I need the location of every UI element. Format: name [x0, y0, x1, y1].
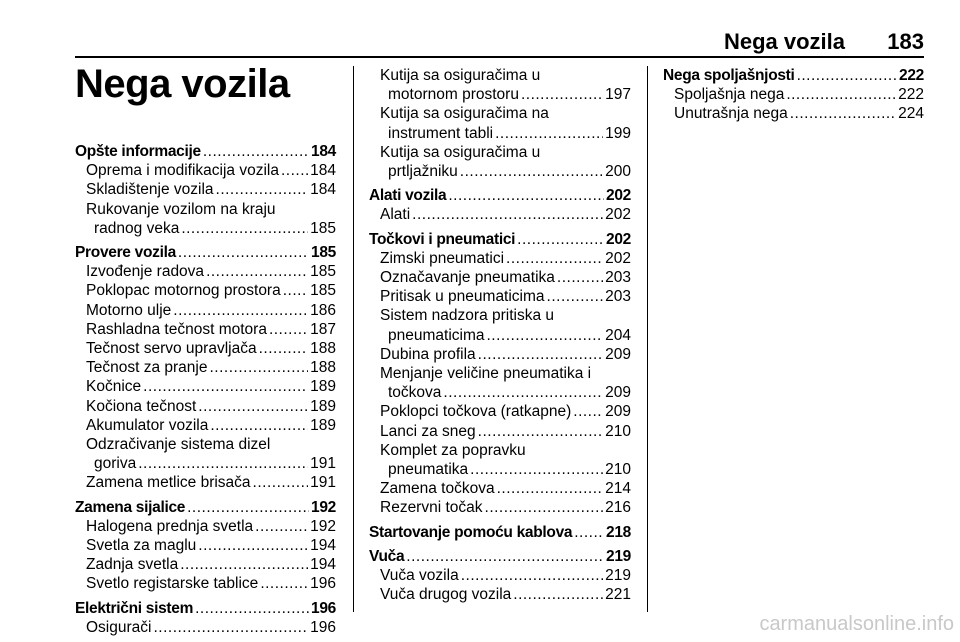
dot-leader [198, 397, 308, 416]
toc-entry-line[interactable] [369, 143, 631, 162]
toc-page-number: 221 [605, 586, 631, 604]
toc-page-number: 186 [310, 301, 336, 319]
dot-leader [216, 180, 309, 199]
dot-leader [178, 243, 309, 262]
toc-entry-text: Kutija sa osiguračima u [380, 143, 541, 161]
toc-section[interactable] [369, 547, 631, 566]
toc-entry-text: Zamena točkova [380, 480, 495, 498]
toc-entry[interactable] [369, 585, 631, 604]
dot-leader [460, 162, 603, 181]
toc-section[interactable] [369, 523, 631, 542]
toc-page-number: 191 [310, 474, 336, 492]
dot-leader [497, 479, 604, 498]
toc-entry[interactable] [75, 454, 336, 473]
column-divider [353, 66, 354, 612]
dot-leader [203, 142, 309, 161]
toc-page-number: 203 [605, 269, 631, 287]
toc-page-number: 204 [605, 326, 631, 344]
toc-entry[interactable] [75, 517, 336, 536]
toc-entry-text: Zamena metlice brisača [86, 474, 251, 492]
toc-entry-text: Poklopci točkova (ratkapne) [380, 403, 572, 421]
dot-leader [180, 555, 308, 574]
toc-entry[interactable] [75, 339, 336, 358]
toc-entry-text: Sistem nadzora pritiska u [380, 307, 555, 325]
toc-page-number: 196 [311, 599, 336, 617]
toc-entry[interactable] [75, 574, 336, 593]
toc-entry-text: Svetla za maglu [86, 537, 197, 555]
toc-page-number: 188 [310, 359, 336, 377]
dot-leader [187, 498, 309, 517]
toc-page-number: 218 [606, 523, 631, 541]
toc-section-title: Alati vozila [369, 187, 447, 205]
toc-entry-text: Odzračivanje sistema dizel [86, 436, 271, 454]
toc-page-number: 184 [310, 181, 336, 199]
toc-entry[interactable] [75, 281, 336, 300]
toc-entry-text: Akumulator vozila [86, 416, 209, 434]
toc-entry[interactable] [369, 345, 631, 364]
toc-entry[interactable] [369, 422, 631, 441]
toc-entry[interactable] [663, 104, 924, 123]
toc-entry-text: Vuča drugog vozila [380, 586, 512, 604]
toc-entry-text: Kočiona tečnost [86, 397, 197, 415]
toc-entry-text: Zimski pneumatici [380, 249, 505, 267]
toc-column-2 [369, 66, 631, 604]
toc-entry-text: Oprema i modifikacija vozila [86, 162, 279, 180]
toc-section[interactable] [75, 599, 336, 618]
dot-leader [412, 205, 603, 224]
toc-page-number: 209 [605, 384, 631, 402]
toc-entry-text: Dubina profila [380, 345, 476, 363]
toc-column-3 [663, 66, 924, 124]
dot-leader [255, 517, 308, 536]
toc-entry-text: Rukovanje vozilom na kraju [86, 200, 276, 218]
dot-leader [198, 536, 308, 555]
dot-leader [173, 301, 308, 320]
dot-leader [573, 402, 603, 421]
dot-leader [557, 268, 603, 287]
dot-leader [283, 281, 308, 300]
toc-entry[interactable] [75, 301, 336, 320]
toc-page-number: 209 [605, 403, 631, 421]
toc-entry-text: Kutija sa osiguračima u [380, 67, 541, 84]
toc-entry-text: Kutija sa osiguračima na [380, 105, 549, 123]
dot-leader [195, 599, 309, 618]
column-divider [647, 66, 648, 612]
toc-entry-text: Alati [380, 206, 411, 224]
dot-leader [153, 618, 308, 637]
chapter-title: Nega vozila [75, 62, 290, 106]
toc-entry-text: Svetlo registarske tablice [86, 575, 259, 593]
toc-section-title: Provere vozila [75, 244, 176, 262]
dot-leader [487, 326, 604, 345]
toc-section[interactable] [369, 186, 631, 205]
toc-entry-line[interactable] [369, 364, 631, 383]
toc-page-number: 194 [310, 556, 336, 574]
toc-entry-text: pneumaticima [388, 326, 485, 344]
toc-entry[interactable] [75, 536, 336, 555]
toc-entry[interactable] [75, 555, 336, 574]
toc-page-number: 210 [605, 422, 631, 440]
toc-section-title: Točkovi i pneumatici [369, 230, 516, 248]
toc-section-title: Zamena sijalice [75, 498, 186, 516]
dot-leader [143, 377, 308, 396]
dot-leader [406, 547, 604, 566]
dot-leader [513, 585, 603, 604]
running-header-title: Nega vozila [723, 29, 845, 54]
toc-entry-line[interactable] [369, 306, 631, 325]
toc-page-number: 202 [606, 187, 631, 205]
toc-entry[interactable] [369, 498, 631, 517]
toc-entry-text: prtljažniku [388, 163, 458, 181]
toc-page-number: 210 [605, 461, 631, 479]
toc-page-number: 184 [311, 143, 336, 160]
toc-entry[interactable] [369, 566, 631, 585]
toc-page-number: 187 [310, 320, 336, 338]
dot-leader [138, 454, 308, 473]
toc-entry-text: Pritisak u pneumaticima [380, 288, 545, 306]
toc-entry[interactable] [75, 473, 336, 492]
toc-entry-text: Vuča vozila [380, 567, 459, 585]
dot-leader [461, 566, 603, 585]
toc-page-number: 222 [899, 67, 924, 84]
toc-page-number: 194 [310, 537, 336, 555]
toc-page-number: 189 [310, 416, 336, 434]
toc-entry[interactable] [369, 402, 631, 421]
toc-page-number: 192 [311, 498, 336, 516]
toc-entry[interactable] [75, 180, 336, 199]
toc-page-number: 199 [605, 124, 631, 142]
toc-entry-text: radnog veka [94, 219, 180, 237]
dot-leader [521, 85, 603, 104]
toc-entry-text: Tečnost servo upravljača [86, 340, 257, 358]
toc-entry-text: Označavanje pneumatika [380, 269, 555, 287]
toc-entry-text: Skladištenje vozila [86, 181, 214, 199]
toc-page-number: 196 [310, 575, 336, 593]
toc-page-number: 202 [606, 230, 631, 248]
toc-entry[interactable] [369, 479, 631, 498]
toc-entry[interactable] [369, 205, 631, 224]
dot-leader [210, 416, 308, 435]
dot-leader [478, 345, 603, 364]
toc-section[interactable] [369, 230, 631, 249]
toc-entry-text: Halogena prednja svetla [86, 517, 254, 535]
toc-section[interactable] [75, 243, 336, 262]
toc-entry-text: točkova [388, 384, 442, 402]
toc-section[interactable] [663, 66, 924, 85]
toc-entry[interactable] [369, 268, 631, 287]
toc-entry-text: instrument tabli [388, 124, 494, 142]
toc-section-title: Električni sistem [75, 599, 194, 617]
page-number: 183 [887, 29, 924, 54]
toc-page-number: 224 [898, 105, 924, 123]
toc-page-number: 216 [605, 499, 631, 517]
toc-section-title: Vuča [369, 547, 405, 565]
toc-page-number: 185 [310, 282, 336, 300]
toc-entry[interactable] [369, 124, 631, 143]
dot-leader [506, 249, 603, 268]
toc-entry-text: Kočnice [86, 378, 142, 396]
toc-page-number: 219 [605, 567, 631, 585]
toc-entry[interactable] [75, 397, 336, 416]
toc-entry[interactable] [75, 161, 336, 180]
toc-entry-line[interactable] [369, 104, 631, 123]
dot-leader [786, 85, 896, 104]
toc-entry[interactable] [369, 326, 631, 345]
toc-page-number: 184 [310, 162, 336, 180]
toc-entry-line[interactable] [369, 441, 631, 460]
watermark: carmanualsonline.info [759, 613, 954, 635]
dot-leader [210, 358, 309, 377]
toc-entry-text: Osigurači [86, 618, 152, 636]
toc-entry-line[interactable] [369, 66, 631, 85]
toc-entry-text: Poklopac motornog prostora [86, 282, 281, 300]
toc-entry[interactable] [75, 618, 336, 637]
toc-page-number: 200 [605, 163, 631, 181]
dot-leader [443, 383, 603, 402]
toc-page-number: 196 [310, 618, 336, 636]
toc-entry[interactable] [369, 85, 631, 104]
toc-page-number: 209 [605, 345, 631, 363]
toc-page-number: 214 [605, 480, 631, 498]
dot-leader [790, 104, 896, 123]
toc-entry-text: Lanci za sneg [380, 422, 476, 440]
toc-entry-text: Unutrašnja nega [674, 105, 788, 123]
dot-leader [181, 219, 308, 238]
toc-entry-text: Tečnost za pranje [86, 359, 208, 377]
dot-leader [448, 186, 604, 205]
dot-leader [253, 473, 309, 492]
toc-entry[interactable] [75, 262, 336, 281]
toc-entry-text: Spoljašnja nega [674, 86, 785, 104]
toc-entry-text: Rezervni točak [380, 499, 483, 517]
toc-entry-text: Motorno ulje [86, 301, 172, 319]
toc-entry[interactable] [75, 358, 336, 377]
toc-entry[interactable] [369, 460, 631, 479]
toc-page-number: 185 [311, 244, 336, 262]
toc-entry[interactable] [369, 287, 631, 306]
toc-entry[interactable] [369, 249, 631, 268]
toc-entry-text: goriva [94, 455, 137, 473]
toc-page-number: 188 [310, 340, 336, 358]
header-rule [75, 56, 924, 58]
toc-page-number: 189 [310, 397, 336, 415]
toc-page-number: 192 [310, 517, 336, 535]
toc-entry-text: pneumatika [388, 461, 469, 479]
toc-entry-text: Komplet za popravku [380, 441, 526, 459]
toc-entry-text: Menjanje veličine pneumatika i [380, 365, 592, 383]
toc-page-number: 185 [310, 263, 336, 281]
dot-leader [517, 230, 604, 249]
toc-page-number: 185 [310, 219, 336, 237]
toc-entry-line[interactable] [75, 200, 336, 219]
toc-entry-line[interactable] [75, 435, 336, 454]
toc-entry[interactable] [75, 377, 336, 396]
toc-page-number: 203 [605, 288, 631, 306]
toc-entry[interactable] [663, 85, 924, 104]
dot-leader [470, 460, 603, 479]
toc-page-number: 219 [606, 547, 631, 565]
dot-leader [495, 124, 603, 143]
toc-section-title: Opšte informacije [75, 143, 201, 160]
dot-leader [259, 339, 309, 358]
toc-page-number: 202 [605, 249, 631, 267]
toc-entry[interactable] [75, 219, 336, 238]
toc-entry[interactable] [75, 416, 336, 435]
toc-entry-text: Rashladna tečnost motora [86, 320, 267, 338]
toc-entry-text: motornom prostoru [388, 86, 519, 104]
dot-leader [206, 262, 308, 281]
dot-leader [574, 523, 604, 542]
dot-leader [547, 287, 604, 306]
dot-leader [478, 422, 603, 441]
toc-entry-text: Izvođenje radova [86, 263, 205, 281]
dot-leader [485, 498, 604, 517]
toc-section-title: Nega spoljašnjosti [663, 67, 795, 84]
toc-page-number: 189 [310, 378, 336, 396]
toc-section[interactable] [75, 498, 336, 517]
dot-leader [260, 574, 308, 593]
toc-page-number: 202 [605, 206, 631, 224]
toc-entry-text: Zadnja svetla [86, 556, 179, 574]
toc-section[interactable] [75, 142, 336, 161]
toc-entry[interactable] [369, 383, 631, 402]
toc-page-number: 222 [898, 86, 924, 104]
dot-leader [281, 161, 308, 180]
toc-entry[interactable] [75, 320, 336, 339]
toc-page-number: 191 [310, 455, 336, 473]
dot-leader [269, 320, 308, 339]
dot-leader [797, 66, 897, 85]
toc-entry[interactable] [369, 162, 631, 181]
toc-column-1 [75, 142, 336, 637]
toc-page-number: 197 [605, 86, 631, 104]
toc-section-title: Startovanje pomoću kablova [369, 523, 573, 541]
